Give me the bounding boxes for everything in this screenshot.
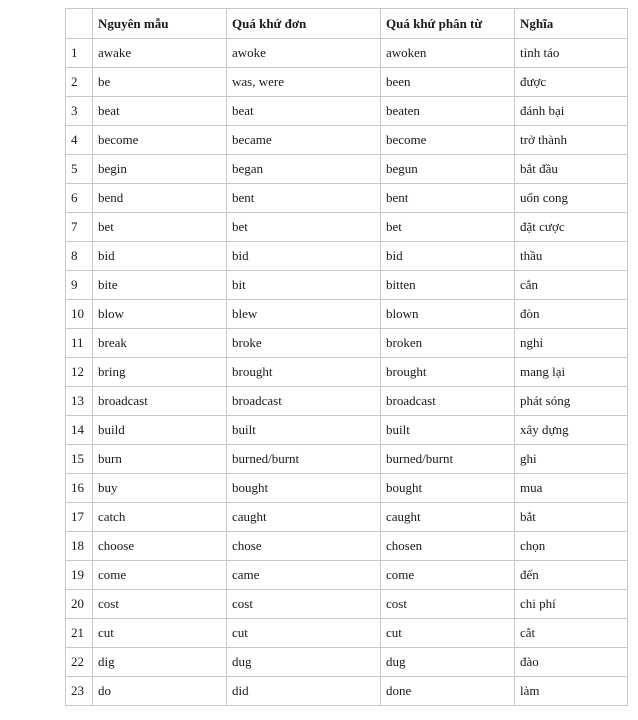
cell-number: 10: [66, 300, 93, 329]
cell-past-participle: bet: [381, 213, 515, 242]
cell-base-form: bring: [93, 358, 227, 387]
cell-number: 19: [66, 561, 93, 590]
cell-past-participle: cost: [381, 590, 515, 619]
cell-past-participle: beaten: [381, 97, 515, 126]
cell-base-form: awake: [93, 39, 227, 68]
table-row: [66, 39, 628, 68]
table-row: [66, 677, 628, 706]
cell-meaning: bắt: [515, 503, 628, 532]
cell-past-simple: chose: [227, 532, 381, 561]
cell-base-form: do: [93, 677, 227, 706]
cell-past-simple: cut: [227, 619, 381, 648]
cell-past-simple: began: [227, 155, 381, 184]
cell-meaning: mua: [515, 474, 628, 503]
cell-past-simple: caught: [227, 503, 381, 532]
cell-base-form: cost: [93, 590, 227, 619]
cell-past-participle: bitten: [381, 271, 515, 300]
cell-number: 13: [66, 387, 93, 416]
cell-meaning: phát sóng: [515, 387, 628, 416]
table-row: [66, 532, 628, 561]
cell-past-simple: brought: [227, 358, 381, 387]
cell-number: 12: [66, 358, 93, 387]
cell-past-simple: beat: [227, 97, 381, 126]
cell-base-form: buy: [93, 474, 227, 503]
table-row: [66, 387, 628, 416]
cell-meaning: mang lại: [515, 358, 628, 387]
cell-base-form: bet: [93, 213, 227, 242]
cell-base-form: dig: [93, 648, 227, 677]
cell-past-participle: blown: [381, 300, 515, 329]
table-row: [66, 242, 628, 271]
cell-base-form: broadcast: [93, 387, 227, 416]
cell-number: 22: [66, 648, 93, 677]
cell-number: 23: [66, 677, 93, 706]
cell-meaning: nghỉ: [515, 329, 628, 358]
cell-past-simple: cost: [227, 590, 381, 619]
cell-past-participle: brought: [381, 358, 515, 387]
cell-number: 11: [66, 329, 93, 358]
cell-past-participle: done: [381, 677, 515, 706]
cell-past-participle: broadcast: [381, 387, 515, 416]
cell-base-form: catch: [93, 503, 227, 532]
cell-number: 17: [66, 503, 93, 532]
cell-past-participle: broken: [381, 329, 515, 358]
cell-past-simple: bet: [227, 213, 381, 242]
cell-number: 16: [66, 474, 93, 503]
cell-meaning: tỉnh táo: [515, 39, 628, 68]
cell-past-simple: broke: [227, 329, 381, 358]
cell-number: 7: [66, 213, 93, 242]
cell-past-participle: begun: [381, 155, 515, 184]
cell-past-participle: bent: [381, 184, 515, 213]
cell-number: 6: [66, 184, 93, 213]
table-row: [66, 503, 628, 532]
cell-base-form: begin: [93, 155, 227, 184]
table-row: [66, 97, 628, 126]
cell-base-form: become: [93, 126, 227, 155]
cell-past-participle: come: [381, 561, 515, 590]
table-row: [66, 416, 628, 445]
cell-meaning: được: [515, 68, 628, 97]
cell-meaning: uốn cong: [515, 184, 628, 213]
cell-meaning: xây dựng: [515, 416, 628, 445]
cell-past-participle: caught: [381, 503, 515, 532]
cell-past-simple: bid: [227, 242, 381, 271]
irregular-verbs-table: [65, 8, 628, 706]
cell-number: 20: [66, 590, 93, 619]
cell-base-form: build: [93, 416, 227, 445]
cell-meaning: làm: [515, 677, 628, 706]
cell-meaning: bắt đầu: [515, 155, 628, 184]
cell-past-simple: awoke: [227, 39, 381, 68]
cell-past-simple: blew: [227, 300, 381, 329]
table-row: [66, 619, 628, 648]
cell-base-form: choose: [93, 532, 227, 561]
table-row: [66, 184, 628, 213]
cell-number: 8: [66, 242, 93, 271]
cell-number: 21: [66, 619, 93, 648]
cell-number: 15: [66, 445, 93, 474]
cell-number: 14: [66, 416, 93, 445]
cell-base-form: blow: [93, 300, 227, 329]
header-number: [66, 9, 93, 39]
cell-past-participle: dug: [381, 648, 515, 677]
cell-meaning: cắn: [515, 271, 628, 300]
cell-base-form: break: [93, 329, 227, 358]
cell-past-simple: dug: [227, 648, 381, 677]
header-past-participle: Quá khứ phân từ: [381, 9, 515, 39]
cell-meaning: đánh bại: [515, 97, 628, 126]
table-row: [66, 126, 628, 155]
cell-past-simple: built: [227, 416, 381, 445]
cell-number: 9: [66, 271, 93, 300]
cell-base-form: bid: [93, 242, 227, 271]
table-row: [66, 590, 628, 619]
cell-base-form: beat: [93, 97, 227, 126]
table-row: [66, 358, 628, 387]
cell-number: 1: [66, 39, 93, 68]
cell-meaning: ghi: [515, 445, 628, 474]
header-base-form: Nguyên mẫu: [93, 9, 227, 39]
cell-past-participle: chosen: [381, 532, 515, 561]
cell-past-simple: came: [227, 561, 381, 590]
cell-meaning: đặt cược: [515, 213, 628, 242]
cell-past-simple: broadcast: [227, 387, 381, 416]
cell-past-simple: bent: [227, 184, 381, 213]
table-row: [66, 271, 628, 300]
table-row: [66, 561, 628, 590]
header-meaning: Nghĩa: [515, 9, 628, 39]
cell-past-simple: was, were: [227, 68, 381, 97]
cell-past-participle: built: [381, 416, 515, 445]
cell-base-form: come: [93, 561, 227, 590]
table-row: [66, 155, 628, 184]
cell-past-simple: became: [227, 126, 381, 155]
cell-past-participle: bid: [381, 242, 515, 271]
cell-past-simple: bit: [227, 271, 381, 300]
table-header-row: [66, 9, 628, 39]
table-row: [66, 329, 628, 358]
cell-number: 18: [66, 532, 93, 561]
table-row: [66, 213, 628, 242]
cell-meaning: đến: [515, 561, 628, 590]
cell-past-simple: burned/burnt: [227, 445, 381, 474]
cell-number: 3: [66, 97, 93, 126]
cell-base-form: cut: [93, 619, 227, 648]
cell-past-simple: bought: [227, 474, 381, 503]
cell-past-participle: bought: [381, 474, 515, 503]
cell-meaning: cắt: [515, 619, 628, 648]
cell-past-simple: did: [227, 677, 381, 706]
cell-base-form: bite: [93, 271, 227, 300]
cell-meaning: thầu: [515, 242, 628, 271]
cell-meaning: đòn: [515, 300, 628, 329]
table-row: [66, 300, 628, 329]
cell-base-form: bend: [93, 184, 227, 213]
cell-meaning: chi phí: [515, 590, 628, 619]
table-row: [66, 474, 628, 503]
cell-number: 4: [66, 126, 93, 155]
cell-meaning: đào: [515, 648, 628, 677]
cell-base-form: be: [93, 68, 227, 97]
header-past-simple: Quá khứ đơn: [227, 9, 381, 39]
cell-past-participle: been: [381, 68, 515, 97]
cell-past-participle: awoken: [381, 39, 515, 68]
cell-past-participle: burned/burnt: [381, 445, 515, 474]
cell-meaning: trở thành: [515, 126, 628, 155]
cell-past-participle: cut: [381, 619, 515, 648]
table-row: [66, 445, 628, 474]
cell-meaning: chọn: [515, 532, 628, 561]
table-row: [66, 648, 628, 677]
table-body: [66, 39, 628, 706]
cell-base-form: burn: [93, 445, 227, 474]
cell-number: 5: [66, 155, 93, 184]
table-row: [66, 68, 628, 97]
cell-number: 2: [66, 68, 93, 97]
cell-past-participle: become: [381, 126, 515, 155]
